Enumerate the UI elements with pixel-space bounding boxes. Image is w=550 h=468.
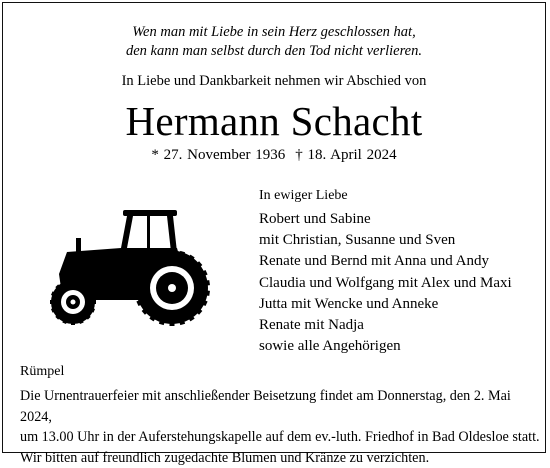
family-heading: In ewiger Liebe	[259, 187, 512, 209]
family-member: Claudia und Wolfgang mit Alex und Maxi	[259, 273, 512, 294]
tractor-icon	[47, 208, 211, 326]
death-date: † 18. April 2024	[295, 147, 396, 163]
family-member: mit Christian, Susanne und Sven	[259, 230, 512, 251]
service-info	[20, 386, 545, 468]
service-line-2: um 13.00 Uhr in der Auferstehungskapelle auf dem ev.-luth. Friedhof in Bad Oldesloe statt.	[20, 427, 545, 448]
quote-line-1: Wen man mit Liebe in sein Herz geschlossen hat,	[3, 24, 545, 41]
family-member: sowie alle Angehörigen	[259, 336, 512, 357]
service-line-1: Die Urnentrauerfeier mit anschließender Beisetzung findet am Donnerstag, den 2. Mai 2024,	[20, 386, 545, 427]
place-name: Rümpel	[20, 364, 64, 380]
obituary-notice	[2, 2, 546, 453]
deceased-name: Hermann Schacht	[3, 97, 545, 145]
birth-date: * 27. November 1936	[151, 147, 285, 163]
family-list	[259, 187, 512, 357]
family-member: Jutta mit Wencke und Anneke	[259, 294, 512, 315]
farewell-intro: In Liebe und Dankbarkeit nehmen wir Abschied von	[3, 73, 545, 90]
quote-line-2: den kann man selbst durch den Tod nicht verlieren.	[3, 43, 545, 60]
family-member: Renate und Bernd mit Anna und Andy	[259, 251, 512, 272]
family-member: Renate mit Nadja	[259, 315, 512, 336]
family-member: Robert und Sabine	[259, 209, 512, 230]
service-line-3: Wir bitten auf freundlich zugedachte Blumen und Kränze zu verzichten.	[20, 448, 545, 468]
life-dates	[3, 147, 545, 164]
